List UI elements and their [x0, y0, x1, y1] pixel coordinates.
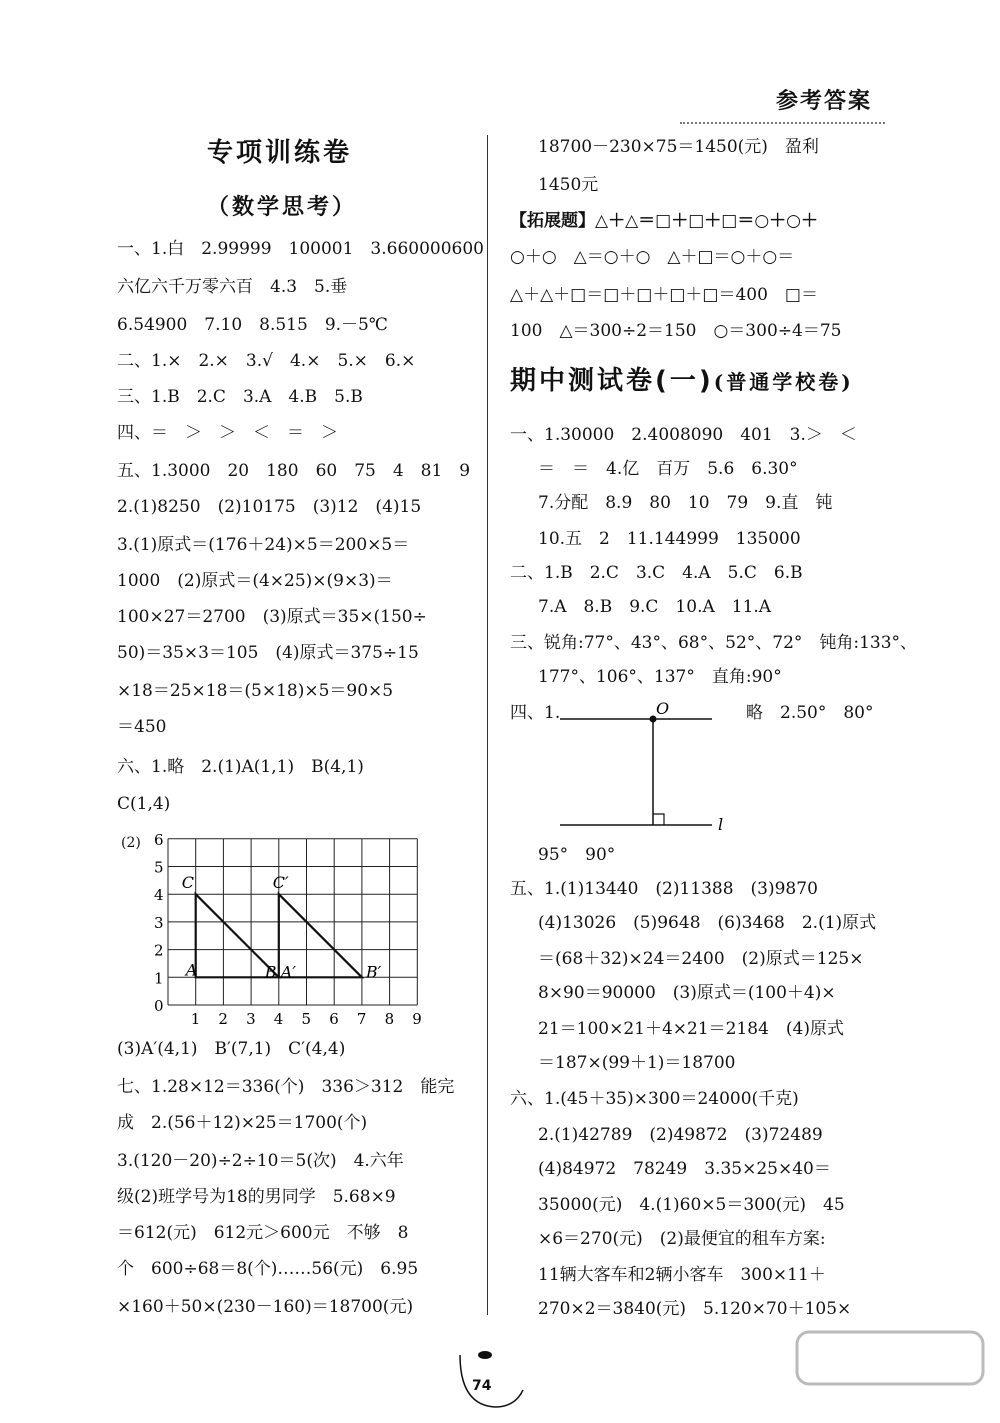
- answer-line: 一、1.白 2.99999 100001 3.660000600: [117, 239, 484, 259]
- answer-line: ×160＋50×(230－160)＝18700(元): [117, 1297, 414, 1317]
- answer-line: 1000 (2)原式＝(4×25)×(9×3)＝: [117, 571, 393, 591]
- x-tick-label: 6: [329, 1010, 339, 1025]
- answer-line: ＝ ＝ 4.亿 百万 5.6 6.30°: [538, 459, 798, 479]
- q4-prefix: 四、1.: [510, 703, 561, 723]
- y-tick-label: 6: [154, 830, 164, 849]
- answer-line: 50)＝35×3＝105 (4)原式＝375÷15: [117, 643, 419, 663]
- answer-line: 个 600÷68＝8(个)……56(元) 6.95: [117, 1259, 419, 1279]
- answer-line: 五、1.(1)13440 (2)11388 (3)9870: [510, 879, 818, 899]
- q4-angles: 95° 90°: [538, 845, 616, 865]
- answer-line: 2.(1)8250 (2)10175 (3)12 (4)15: [117, 497, 422, 517]
- point-label: A′: [280, 962, 296, 982]
- answer-line: 四、＝ ＞ ＞ ＜ ＝ ＞: [117, 423, 338, 443]
- x-tick-label: 7: [356, 1010, 367, 1025]
- answer-line: 3.(1)原式＝(176＋24)×5＝200×5＝: [117, 535, 410, 555]
- answer-line: 21＝100×21＋4×21＝2184 (4)原式: [538, 1019, 844, 1039]
- x-tick-label: 3: [246, 1010, 256, 1025]
- answer-line: 1450元: [538, 175, 599, 195]
- answer-line: △＋△＋□＝□＋□＋□＋□＝400 □＝: [510, 285, 818, 305]
- point-o-label: O: [656, 700, 670, 718]
- answer-line: 三、1.B 2.C 3.A 4.B 5.B: [117, 387, 363, 407]
- header-rule: [680, 122, 885, 124]
- answer-line: ＝450: [117, 717, 167, 737]
- section-subtitle: （数学思考）: [207, 194, 358, 220]
- answer-line: 7.分配 8.9 80 10 79 9.直 钝: [538, 493, 833, 513]
- answer-line: 6.54900 7.10 8.515 9.－5℃: [117, 315, 388, 335]
- answer-line: ×18＝25×18＝(5×18)×5＝90×5: [117, 681, 394, 701]
- answer-line: 3.(120－20)÷2÷10＝5(次) 4.六年: [117, 1151, 404, 1171]
- answer-line: 二、1.B 2.C 3.C 4.A 5.C 6.B: [510, 563, 803, 583]
- answer-line: 2.(1)42789 (2)49872 (3)72489: [538, 1125, 823, 1145]
- answer-line: (4)13026 (5)9648 (6)3468 2.(1)原式: [538, 913, 877, 933]
- answer-line: 六亿六千万零六百 4.3 5.垂: [117, 277, 348, 297]
- coordinate-grid: [140, 830, 440, 1025]
- answer-line: 级(2)班学号为18的男同学 5.68×9: [117, 1187, 396, 1207]
- x-tick-label: 4: [273, 1010, 284, 1025]
- answer-line: 10.五 2 11.144999 135000: [538, 529, 801, 549]
- y-tick-label: 4: [154, 886, 164, 905]
- answer-line: 177°、106°、137° 直角:90°: [538, 667, 782, 687]
- answer-line: 五、1.3000 20 180 60 75 4 81 9: [117, 461, 471, 481]
- answer-line: ＝187×(99＋1)＝18700: [538, 1053, 736, 1073]
- point-label: C: [181, 873, 194, 893]
- y-tick-label: 0: [154, 997, 164, 1015]
- q4-suffix: 略 2.50° 80°: [746, 703, 874, 723]
- y-tick-label: 5: [154, 858, 164, 877]
- exam-title-note: (普通学校卷): [713, 370, 854, 394]
- answer-line: 11辆大客车和2辆小客车 300×11＋: [538, 1265, 826, 1285]
- exam-title: 期中测试卷(一): [510, 366, 714, 396]
- answer-line: 270×2＝3840(元) 5.120×70＋105×: [538, 1299, 852, 1319]
- x-tick-label: 5: [301, 1010, 312, 1025]
- line-l-label: l: [718, 815, 724, 834]
- answer-line: 7.A 8.B 9.C 10.A 11.A: [538, 597, 772, 617]
- answer-line: 二、1.× 2.× 3.√ 4.× 5.× 6.×: [117, 351, 416, 371]
- answer-line: (4)84972 78249 3.35×25×40＝: [538, 1159, 831, 1179]
- exam-title-row: [510, 366, 854, 396]
- point-label: B′: [365, 962, 382, 982]
- answer-line: 一、1.30000 2.4008090 401 3.＞ ＜: [510, 425, 857, 445]
- x-tick-label: 2: [218, 1010, 228, 1025]
- section-title: 专项训练卷: [207, 138, 353, 168]
- answer-line: 六、1.略 2.(1)A(1,1) B(4,1): [117, 757, 364, 777]
- answer-line: 六、1.(45＋35)×300＝24000(千克): [510, 1089, 799, 1109]
- answer-line: 8×90＝90000 (3)原式＝(100＋4)×: [538, 983, 836, 1003]
- x-tick-label: 1: [190, 1010, 201, 1025]
- answer-line: 35000(元) 4.(1)60×5＝300(元) 45: [538, 1195, 845, 1215]
- answer-line: 100 △＝300÷2＝150 ○＝300÷4＝75: [510, 321, 842, 341]
- point-label: C′: [272, 873, 289, 893]
- answer-line: ×6＝270(元) (2)最便宜的租车方案:: [538, 1229, 826, 1249]
- answer-line: 100×27＝2700 (3)原式＝35×(150÷: [117, 607, 427, 627]
- watermark-logo: [795, 1330, 985, 1414]
- answer-line: 七、1.28×12＝336(个) 336＞312 能完: [117, 1077, 455, 1097]
- y-tick-label: 3: [154, 913, 164, 932]
- answer-line: (3)A′(4,1) B′(7,1) C′(4,4): [117, 1039, 346, 1059]
- extension-line: 【拓展题】△＋△＝□＋□＋□＝○＋○＋: [510, 211, 818, 231]
- answer-line: ＝(68＋32)×24＝2400 (2)原式＝125×: [538, 949, 864, 969]
- x-tick-label: 8: [384, 1010, 395, 1025]
- answer-line: ＝612(元) 612元＞600元 不够 8: [117, 1223, 409, 1243]
- point-label: B: [264, 962, 277, 982]
- answer-line: C(1,4): [117, 794, 171, 814]
- watermark-graphic: [795, 1330, 985, 1410]
- grid-label: (2): [121, 835, 141, 851]
- point-label: A: [185, 960, 198, 980]
- page-number: 74: [472, 1378, 492, 1394]
- x-tick-label: 9: [412, 1010, 422, 1025]
- y-tick-label: 1: [154, 969, 164, 988]
- perpendicular-figure: [560, 700, 740, 836]
- answer-line: ○＋○ △＝○＋○ △＋□＝○＋○＝: [510, 247, 795, 267]
- y-tick-label: 2: [154, 941, 164, 960]
- answer-key-label: 参考答案: [776, 89, 873, 114]
- answer-line: 三、锐角:77°、43°、68°、52°、72° 钝角:133°、: [510, 633, 918, 653]
- answer-line: 成 2.(56＋12)×25＝1700(个): [117, 1113, 368, 1133]
- column-divider: [487, 135, 488, 1315]
- answer-line: 18700－230×75＝1450(元) 盈利: [538, 137, 819, 157]
